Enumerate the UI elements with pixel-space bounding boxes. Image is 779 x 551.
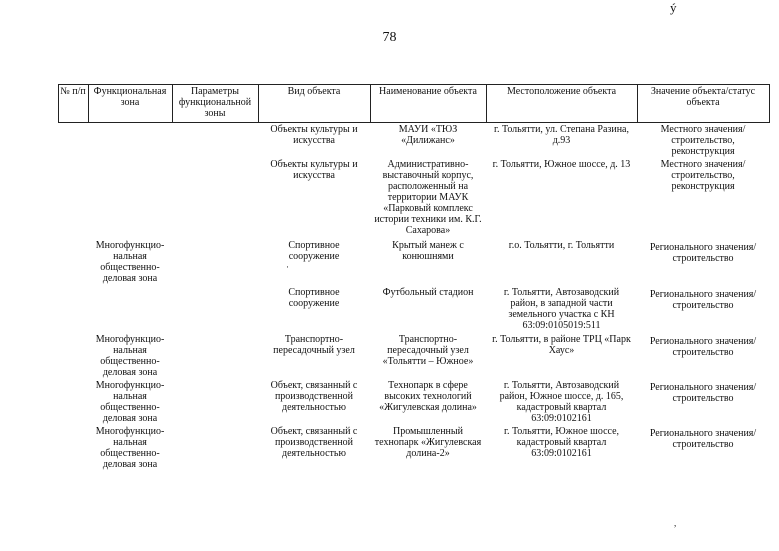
row-5-location: г. Тольятти, в районе ТРЦ «Парк Хаус» (492, 334, 631, 356)
row-7-location: г. Тольятти, Южное шоссе, кадастровый квартал 63:09:0102161 (503, 426, 620, 459)
header-status: Значение объекта/статус объекта (650, 86, 756, 108)
row-2-name: Административно-выставочный корпус, расположенный на территории МАУК «Парковый комплекс истории техники им. К.Г. Сахарова» (374, 159, 482, 236)
row-7-type: Объект, связанный с производственной деятельностью (270, 426, 358, 459)
row-3-status: Регионального значения/строительство (649, 242, 757, 264)
col-divider-2 (172, 84, 173, 123)
row-1-location: г. Тольятти, ул. Степана Разина, д.93 (493, 124, 629, 146)
col-divider-6 (637, 84, 638, 123)
row-6-status: Регионального значения/ строительство (649, 382, 757, 404)
stray-mark: , (674, 518, 677, 528)
corner-pen-mark: ý (670, 0, 677, 15)
row-2-location: г. Тольятти, Южное шоссе, д. 13 (492, 159, 631, 170)
header-location: Местоположение объекта (506, 86, 617, 97)
header-type: Вид объекта (287, 86, 341, 97)
row-3-zone: Многофункцио-нальная общественно-деловая зона (95, 240, 165, 284)
table-header-bottom-border (58, 122, 770, 123)
row-5-type: Транспортно-пересадочный узел (273, 334, 355, 356)
row-2-type: Объекты культуры и искусства (270, 159, 358, 181)
row-4-name: Футбольный стадион (382, 287, 474, 298)
header-num: № п/п (60, 86, 86, 97)
table-left-border (58, 84, 59, 123)
row-4-status: Регионального значения/ строительство (649, 289, 757, 311)
row-2-status: Местного значения/ строительство, реконструкция (660, 159, 746, 192)
table-top-border (58, 84, 770, 85)
row-7-name: Промышленный технопарк «Жигулевская долина-2» (374, 426, 482, 459)
row-6-location: г. Тольятти, Автозаводский район, Южное шоссе, д. 165, кадастровый квартал 63:09:0102161 (499, 380, 624, 424)
row-1-name: МАУИ «ТЮЗ «Дилижанс» (398, 124, 458, 146)
row-4-location: г. Тольятти, Автозаводский район, в западной части земельного участка с КН 63:09:0105019:511 (503, 287, 620, 331)
col-divider-1 (88, 84, 89, 123)
table-right-border (769, 84, 770, 123)
row-6-name: Технопарк в сфере высоких технологий «Жигулевская долина» (379, 380, 477, 413)
header-name: Наименование объекта (379, 86, 477, 97)
row-5-status: Регионального значения/ строительство (649, 336, 757, 358)
row-5-name: Транспортно-пересадочный узел «Тольятти – Южное» (382, 334, 474, 367)
row-3-name: Крытый манеж с конюшнями (392, 240, 464, 262)
row-7-zone: Многофункцио-нальная общественно-деловая зона (95, 426, 165, 470)
row-5-zone: Многофункцио-нальная общественно-деловая зона (95, 334, 165, 378)
col-divider-4 (370, 84, 371, 123)
page-number: 78 (382, 30, 397, 45)
header-zone: Функциональная зона (93, 86, 167, 108)
stray-dot: · (286, 262, 289, 272)
row-1-type: Объекты культуры и искусства (270, 124, 358, 146)
row-4-type: Спортивное сооружение (288, 287, 340, 309)
header-params: Параметры функциональной зоны (178, 86, 252, 119)
row-3-location: г.о. Тольятти, г. Тольятти (508, 240, 615, 251)
col-divider-5 (486, 84, 487, 123)
row-7-status: Регионального значения/ строительство (649, 428, 757, 450)
row-1-status: Местного значения/ строительство, реконструкция (660, 124, 746, 157)
row-6-zone: Многофункцио-нальная общественно-деловая зона (95, 380, 165, 424)
col-divider-3 (258, 84, 259, 123)
row-6-type: Объект, связанный с производственной деятельностью (270, 380, 358, 413)
row-3-type: Спортивное сооружение (288, 240, 340, 262)
